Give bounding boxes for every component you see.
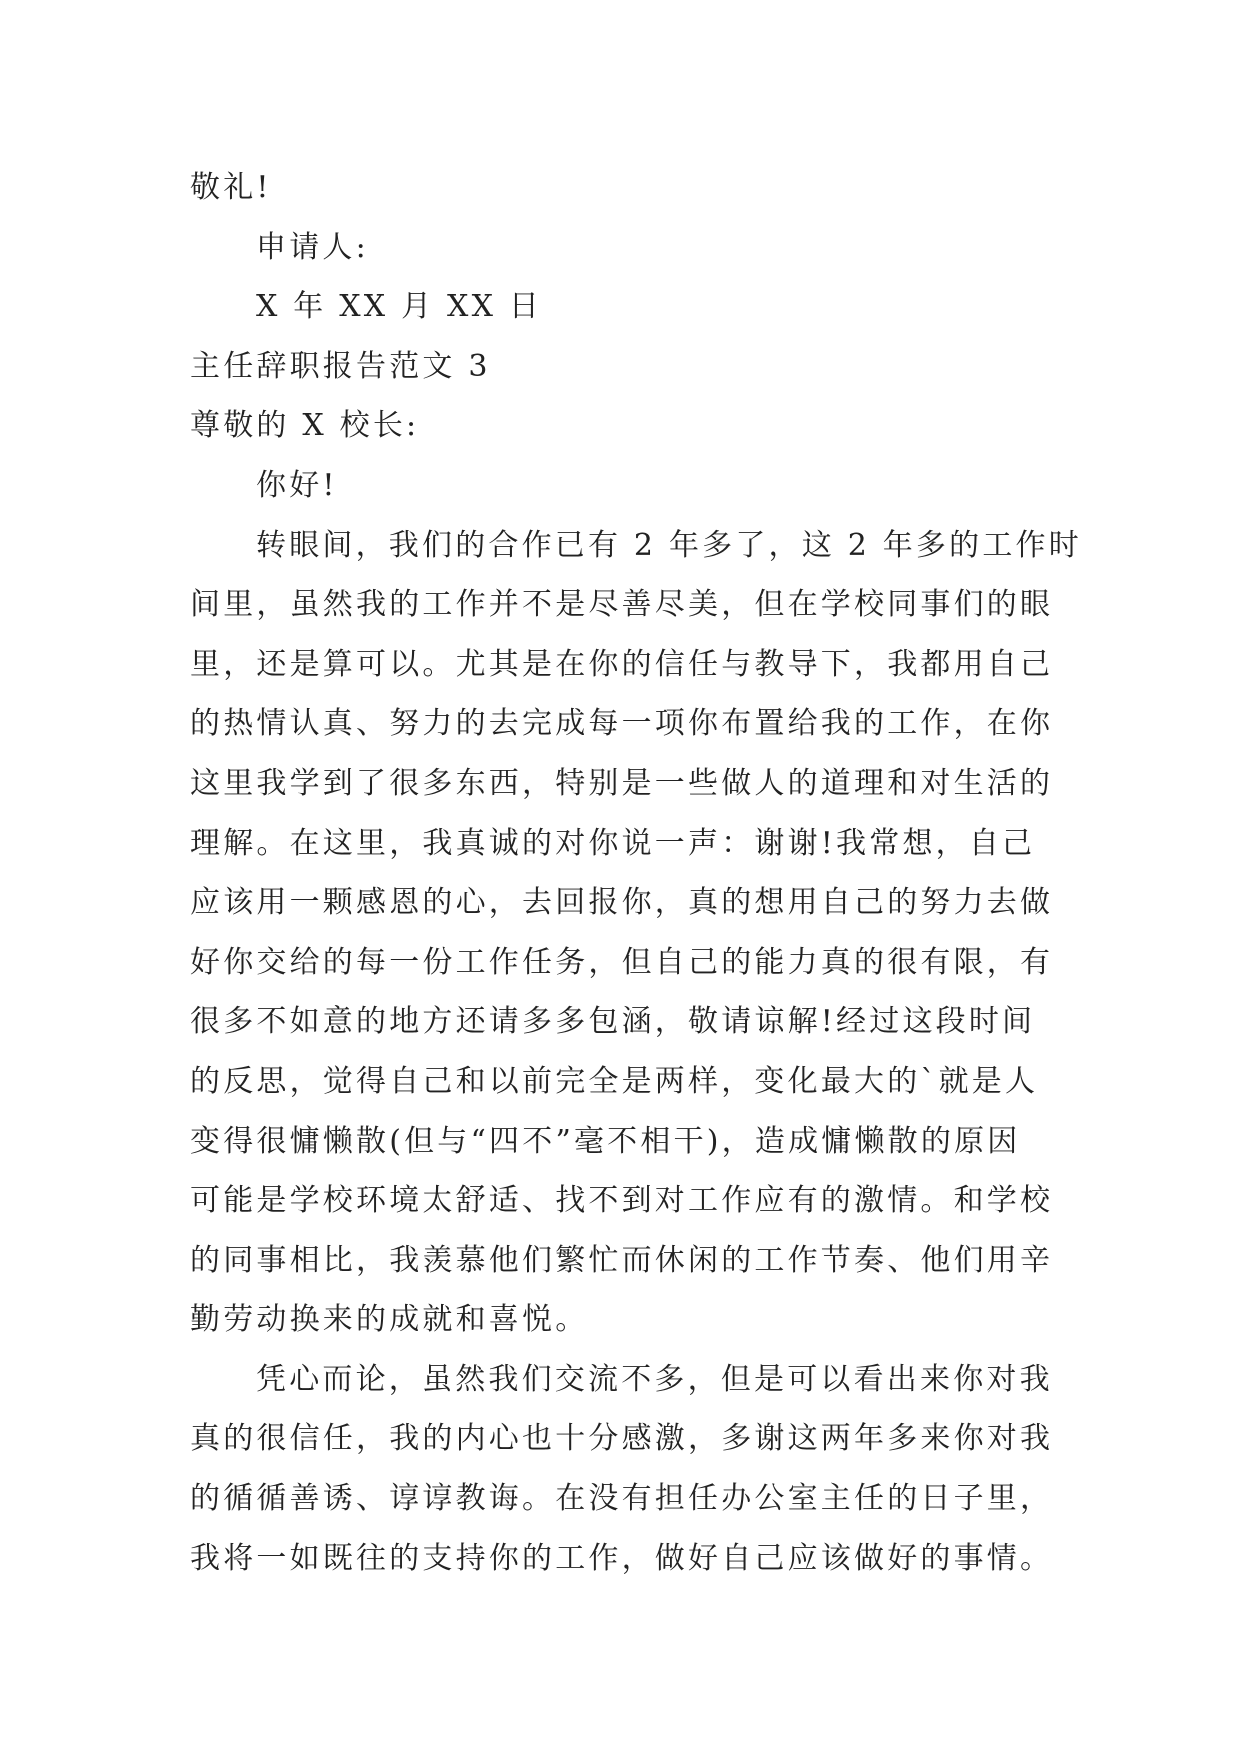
- body-paragraph-2: [190, 1350, 1070, 1588]
- paragraph-line: 凭心而论，虽然我们交流不多，但是可以看出来你对我: [256, 1361, 1053, 1397]
- letter-date: X 年 XX 月 XX 日: [256, 289, 543, 325]
- paragraph-line: 转眼间，我们的合作已有 2 年多了，这 2 年多的工作时: [256, 527, 1082, 563]
- paragraph-line: 勤劳动换来的成就和喜悦。: [190, 1302, 589, 1338]
- paragraph-line: 很多不如意的地方还请多多包涵，敬请谅解!经过这段时间: [190, 1004, 1036, 1040]
- paragraph-line: 的反思，觉得自己和以前完全是两样，变化最大的`就是人: [190, 1063, 1039, 1099]
- paragraph-line: 应该用一颗感恩的心，去回报你，真的想用自己的努力去做: [190, 885, 1054, 921]
- paragraph-line: 真的很信任，我的内心也十分感激，多谢这两年多来你对我: [190, 1421, 1054, 1457]
- closing-salute: 敬礼!: [190, 170, 272, 205]
- addressee: 尊敬的 X 校长:: [190, 408, 420, 444]
- section-title: 主任辞职报告范文 3: [190, 348, 491, 384]
- greeting: 你好!: [256, 467, 338, 503]
- paragraph-line: 的同事相比，我羡慕他们繁忙而休闲的工作节奏、他们用辛: [190, 1242, 1054, 1278]
- paragraph-line: 可能是学校环境太舒适、找不到对工作应有的激情。和学校: [190, 1183, 1054, 1219]
- paragraph-line: 变得很慵懒散(但与“四不”毫不相干)，造成慵懒散的原因: [190, 1123, 1021, 1159]
- paragraph-line: 理解。在这里，我真诚的对你说一声：谢谢!我常想，自己: [190, 825, 1036, 861]
- paragraph-line: 的循循善诱、谆谆教诲。在没有担任办公室主任的日子里，: [190, 1481, 1054, 1517]
- paragraph-line: 间里，虽然我的工作并不是尽善尽美，但在学校同事们的眼: [190, 587, 1054, 623]
- document-body: [190, 158, 1082, 1588]
- applicant-label: 申请人:: [256, 229, 369, 265]
- paragraph-line: 的热情认真、努力的去完成每一项你布置给我的工作，在你: [190, 706, 1054, 742]
- paragraph-line: 里，还是算可以。尤其是在你的信任与教导下，我都用自己: [190, 646, 1054, 682]
- paragraph-line: 这里我学到了很多东西，特别是一些做人的道理和对生活的: [190, 765, 1054, 801]
- paragraph-line: 我将一如既往的支持你的工作，做好自己应该做好的事情。: [190, 1540, 1054, 1576]
- body-paragraph-1: [190, 516, 1082, 1350]
- paragraph-line: 好你交给的每一份工作任务，但自己的能力真的很有限，有: [190, 944, 1054, 980]
